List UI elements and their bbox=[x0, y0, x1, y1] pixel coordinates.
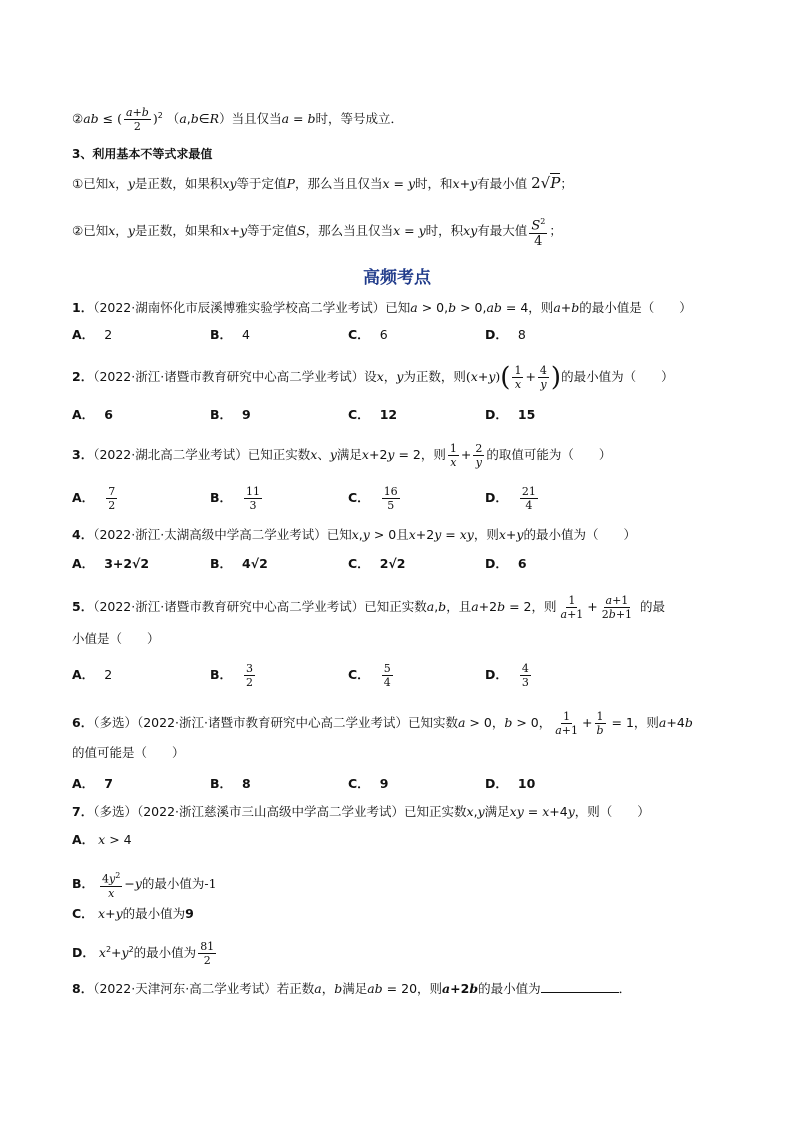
options-q3: A． $\frac{7}{2}$ B． $\frac{11}{3}$ C． $\frac{16}{5}$ D． $\frac{21}{4}$ bbox=[72, 484, 536, 512]
question-8: 8．（2022·天津河东·高二学业考试）若正数a，b满足ab = 20，则a+2b的最小值为 ． bbox=[72, 981, 632, 996]
question-3: 3．（2022·湖北高二学业考试）已知正实数x、y满足x+2y = 2，则 $\frac{1}{x}$ + $\frac{2}{y}$ 的取值可能为（ ） bbox=[72, 442, 612, 469]
q7-option-b: B． $\frac{4y^2}{x}$ −y的最小值为-1 bbox=[72, 871, 217, 900]
options-q2: A． 6 B． 9 C． 12 D． 15 bbox=[72, 407, 536, 422]
q7-option-d: D． $x^2+y^2$的最小值为 $\frac{81}{2}$ bbox=[72, 940, 215, 967]
inequality-line-2: ②ab ≤ ( $\frac{a+b}{2}$ )$^2$ （a,b∈R）当且仅当a = b时，等号成立． bbox=[72, 106, 404, 133]
question-6: 6．（多选）（2022·浙江·诸暨市教育研究中心高二学业考试）已知实数a > 0，b > 0， $\frac{1}{a+1}$ + $\frac{1}{b}$ = 1，则a+4b bbox=[72, 710, 693, 737]
options-q1: A． 2 B． 4 C． 6 D． 8 bbox=[72, 327, 526, 342]
question-5: 5．（2022·浙江·诸暨市教育研究中心高二学业考试）已知正实数a,b，且a+2b = 2，则 $\frac{1}{a+1}$ + $\frac{a+1}{2b+1}$ 的最 bbox=[72, 594, 666, 621]
rule-2: ②已知x，y是正数，如果和x+y等于定值S，那么当且仅当x = y时，积xy有最大值 $\frac{S^2}{4}$ ； bbox=[72, 214, 734, 249]
question-4: 4．（2022·浙江·太湖高级中学高二学业考试）已知x,y > 0且x+2y = xy，则x+y的最小值为（ ） bbox=[72, 527, 636, 542]
options-q5: A． 2 B． $\frac{3}{2}$ C． $\frac{5}{4}$ D． $\frac{4}{3}$ bbox=[72, 661, 529, 689]
rule-1: ①已知x，y是正数，如果积xy等于定值P，那么当且仅当x = y时，和x+y有最小值 2√P； bbox=[72, 174, 573, 192]
q7-option-a: A． x > 4 bbox=[72, 832, 132, 847]
question-1: 1．（2022·湖南怀化市辰溪博雅实验学校高二学业考试）已知a > 0,b > 0,ab = 4，则a+b的最小值是（ ） bbox=[72, 300, 692, 315]
options-q4: A． 3+2√2 B． 4√2 C． 2√2 D． 6 bbox=[72, 556, 527, 571]
question-2: 2．（2022·浙江·诸暨市教育研究中心高二学业考试）设x，y为正数，则(x+y)( $\frac{1}{x}$ + $\frac{4}{y}$ )的最小值为（ ） bbox=[72, 362, 674, 393]
q7-option-c: C． x+y的最小值为9 bbox=[72, 906, 194, 921]
question-7: 7．（多选）（2022·浙江慈溪市三山高级中学高二学业考试）已知正实数x,y满足xy = x+4y，则（ ） bbox=[72, 804, 650, 819]
question-5-cont: 小值是（ ） bbox=[72, 631, 160, 646]
answer-blank[interactable] bbox=[541, 980, 619, 993]
question-6-cont: 的值可能是（ ） bbox=[72, 745, 185, 760]
options-q6: A． 7 B． 8 C． 9 D． 10 bbox=[72, 776, 536, 791]
section-title: 高频考点 bbox=[363, 268, 431, 288]
heading-3: 3、利用基本不等式求最值 bbox=[72, 147, 213, 161]
